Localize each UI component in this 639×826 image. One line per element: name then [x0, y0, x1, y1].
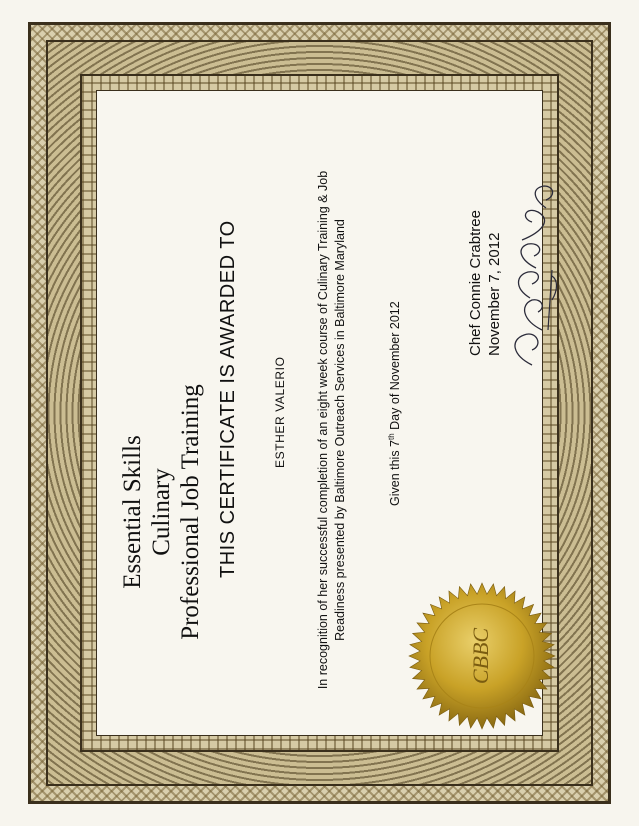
signer-name: Chef Connie Crabtree — [467, 210, 484, 356]
recognition-line-1: In recognition of her successful completion of an eight week course of Culinary Training & Job — [316, 170, 330, 690]
sign-date: November 7, 2012 — [486, 232, 503, 356]
title-line-3: Professional Job Training — [177, 384, 204, 640]
given-date-text: Given this 7th Day of November 2012 — [387, 301, 403, 506]
title-line-2: Culinary — [148, 468, 175, 556]
gold-seal — [408, 582, 556, 730]
certificate-title — [118, 302, 205, 722]
signer-block — [466, 210, 504, 356]
signature-image — [502, 180, 562, 370]
title-line-1: Essential Skills — [119, 435, 146, 589]
recipient-name: ESTHER VALERIO — [273, 356, 287, 468]
awarded-to-heading: THIS CERTIFICATE IS AWARDED TO — [217, 220, 239, 578]
recognition-text — [315, 160, 349, 700]
seal-monogram: CBBC — [468, 627, 493, 685]
recognition-line-2: Readiness presented by Baltimore Outreach Services in Baltimore Maryland — [333, 219, 347, 641]
